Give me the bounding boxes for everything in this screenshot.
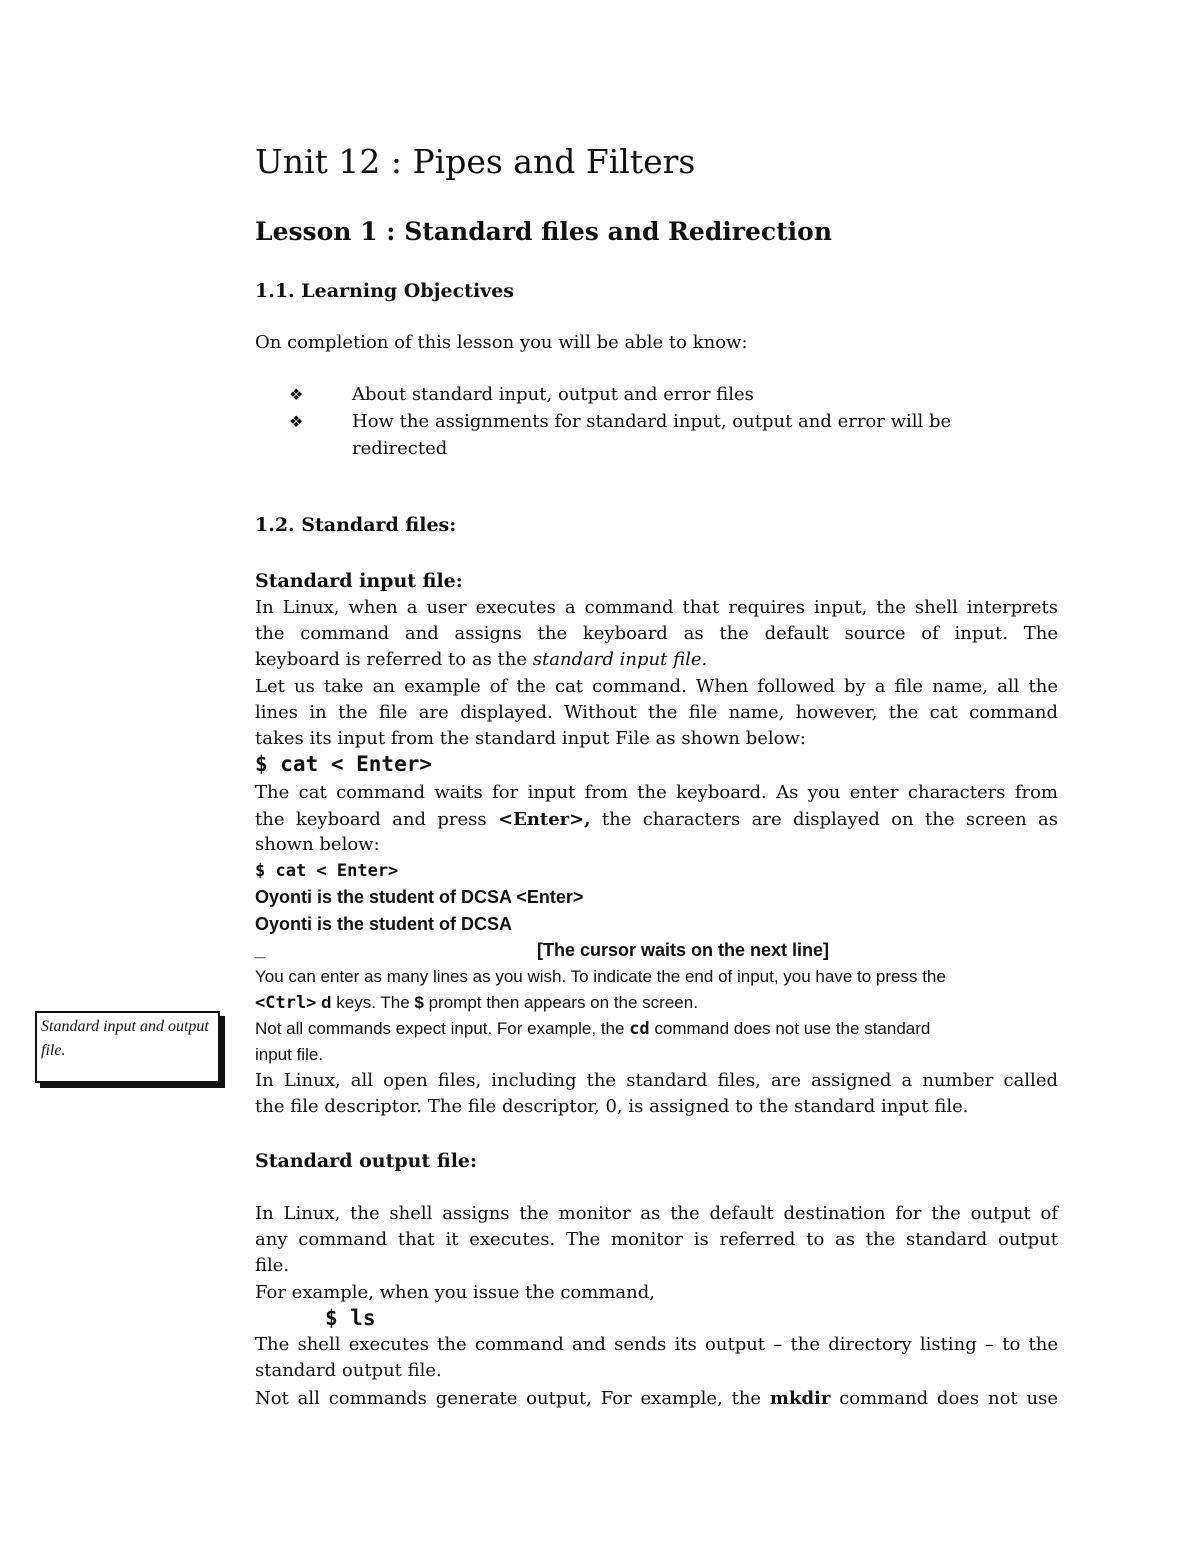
paragraph-line: You can enter as many lines as you wish. To indicate the end of input, you have to press the [255, 967, 946, 986]
paragraph-line: keyboard is referred to as the standard input file. [255, 649, 708, 670]
section-heading-objectives: 1.1. Learning Objectives [255, 280, 514, 302]
lesson-title: Lesson 1 : Standard files and Redirection [255, 217, 833, 246]
example-output-line: Oyonti is the student of DCSA <Enter> [255, 887, 584, 907]
paragraph-line: shown below: [255, 834, 380, 855]
cursor-line: _ [The cursor waits on the next line] [255, 937, 1058, 963]
heading-standard-output: Standard output file: [255, 1150, 478, 1172]
paragraph-line: In Linux, when a user executes a command that requires input, the shell interprets [255, 597, 1058, 618]
command-example: $ cat < Enter> [255, 752, 433, 776]
paragraph-line: the keyboard and press <Enter>, the characters are displayed on the screen as [255, 809, 1059, 830]
paragraph-line: lines in the file are displayed. Without the file name, however, the cat command [255, 702, 1058, 723]
unit-title: Unit 12 : Pipes and Filters [255, 142, 696, 181]
paragraph-line: Let us take an example of the cat command. When followed by a file name, all the [255, 676, 1058, 697]
example-output-line: Oyonti is the student of DCSA [255, 914, 513, 934]
command-example: $ cat < Enter> [255, 861, 399, 881]
paragraph-line: Not all commands generate output, For example, the mkdir command does not use [255, 1388, 1058, 1409]
paragraph-line: input file. [255, 1045, 324, 1064]
paragraph-line: The cat command waits for input from the keyboard. As you enter characters from [255, 782, 1058, 803]
bullet-icon: ❖ [289, 385, 304, 404]
command-example: $ ls [325, 1306, 376, 1330]
cursor-note: [The cursor waits on the next line] [537, 940, 830, 960]
paragraph-line: standard output file. [255, 1360, 442, 1381]
margin-note: Standard input and output file. [41, 1018, 209, 1059]
margin-note-box [35, 1011, 220, 1083]
paragraph-line: Not all commands expect input. For example, the cd command does not use the standard [255, 1019, 931, 1039]
intro-text: On completion of this lesson you will be able to know: [255, 332, 748, 353]
section-heading-standard-files: 1.2. Standard files: [255, 514, 457, 536]
heading-standard-input: Standard input file: [255, 570, 463, 592]
paragraph-line: any command that it executes. The monitor is referred to as the standard output [255, 1229, 1058, 1250]
paragraph-line: the command and assigns the keyboard as the default source of input. The [255, 623, 1058, 644]
bullet-icon: ❖ [289, 412, 304, 431]
paragraph-line: takes its input from the standard input File as shown below: [255, 728, 806, 749]
paragraph-line: The shell executes the command and sends its output – the directory listing – to the [255, 1334, 1058, 1355]
paragraph-line: file. [255, 1255, 290, 1276]
paragraph-line: For example, when you issue the command, [255, 1282, 655, 1303]
paragraph-line: In Linux, all open files, including the standard files, are assigned a number called [255, 1070, 1058, 1091]
document-page: Standard input and output file. Unit 12 : Pipes and Filters Lesson 1 : Standard files and Redirection 1.1. Learning Objectives On completion of this lesson you will be able to know: ❖ About standard input, output and error files ❖ How the assignments for standard input, output and error will be redirected 1.2. Standard files: Standard input file: In Linux, when a user executes a command that requires input, the shell interprets the command and assigns the keyboard as the default source of input. The keyboard is referred to as the standard input file. Let us take an example of the cat command. When followed by a file name, all the lines in the file are displayed. Without the file name, however, the cat command takes its input from the standard input File as shown below: $ cat < Enter> The cat command waits for input from the keyboard. As you enter characters from the keyboard and press <Enter>, the characters are displayed on the screen as shown below: $ cat < Enter> Oyonti is the student of DCSA <Enter> Oyonti is the student of DCSA _ [The cursor waits on the next line] You can enter as many lines as you wish. To indicate the end of input, you have to press the <Ctrl> d keys. The $ prompt then appears on the screen. Not all commands expect input. For example, the cd command does not use the standard input file. In Linux, all open files, including the standard files, are assigned a number called the file descriptor. The file descriptor, 0, is assigned to the standard input file. Standard output file: In Linux, the shell assigns the monitor as the default destination for the output of any command that it executes. The monitor is referred to as the standard output file. For example, when you issue the command, $ ls The shell executes the command and sends its output – the directory listing – to the standard output file. Not all commands generate output, For example, the mkdir command does not use [0, 0, 1200, 1553]
paragraph-line: In Linux, the shell assigns the monitor as the default destination for the output of [255, 1203, 1058, 1224]
paragraph-line: the file descriptor. The file descriptor, 0, is assigned to the standard input file. [255, 1096, 969, 1117]
paragraph-line: <Ctrl> d keys. The $ prompt then appears on the screen. [255, 993, 698, 1013]
